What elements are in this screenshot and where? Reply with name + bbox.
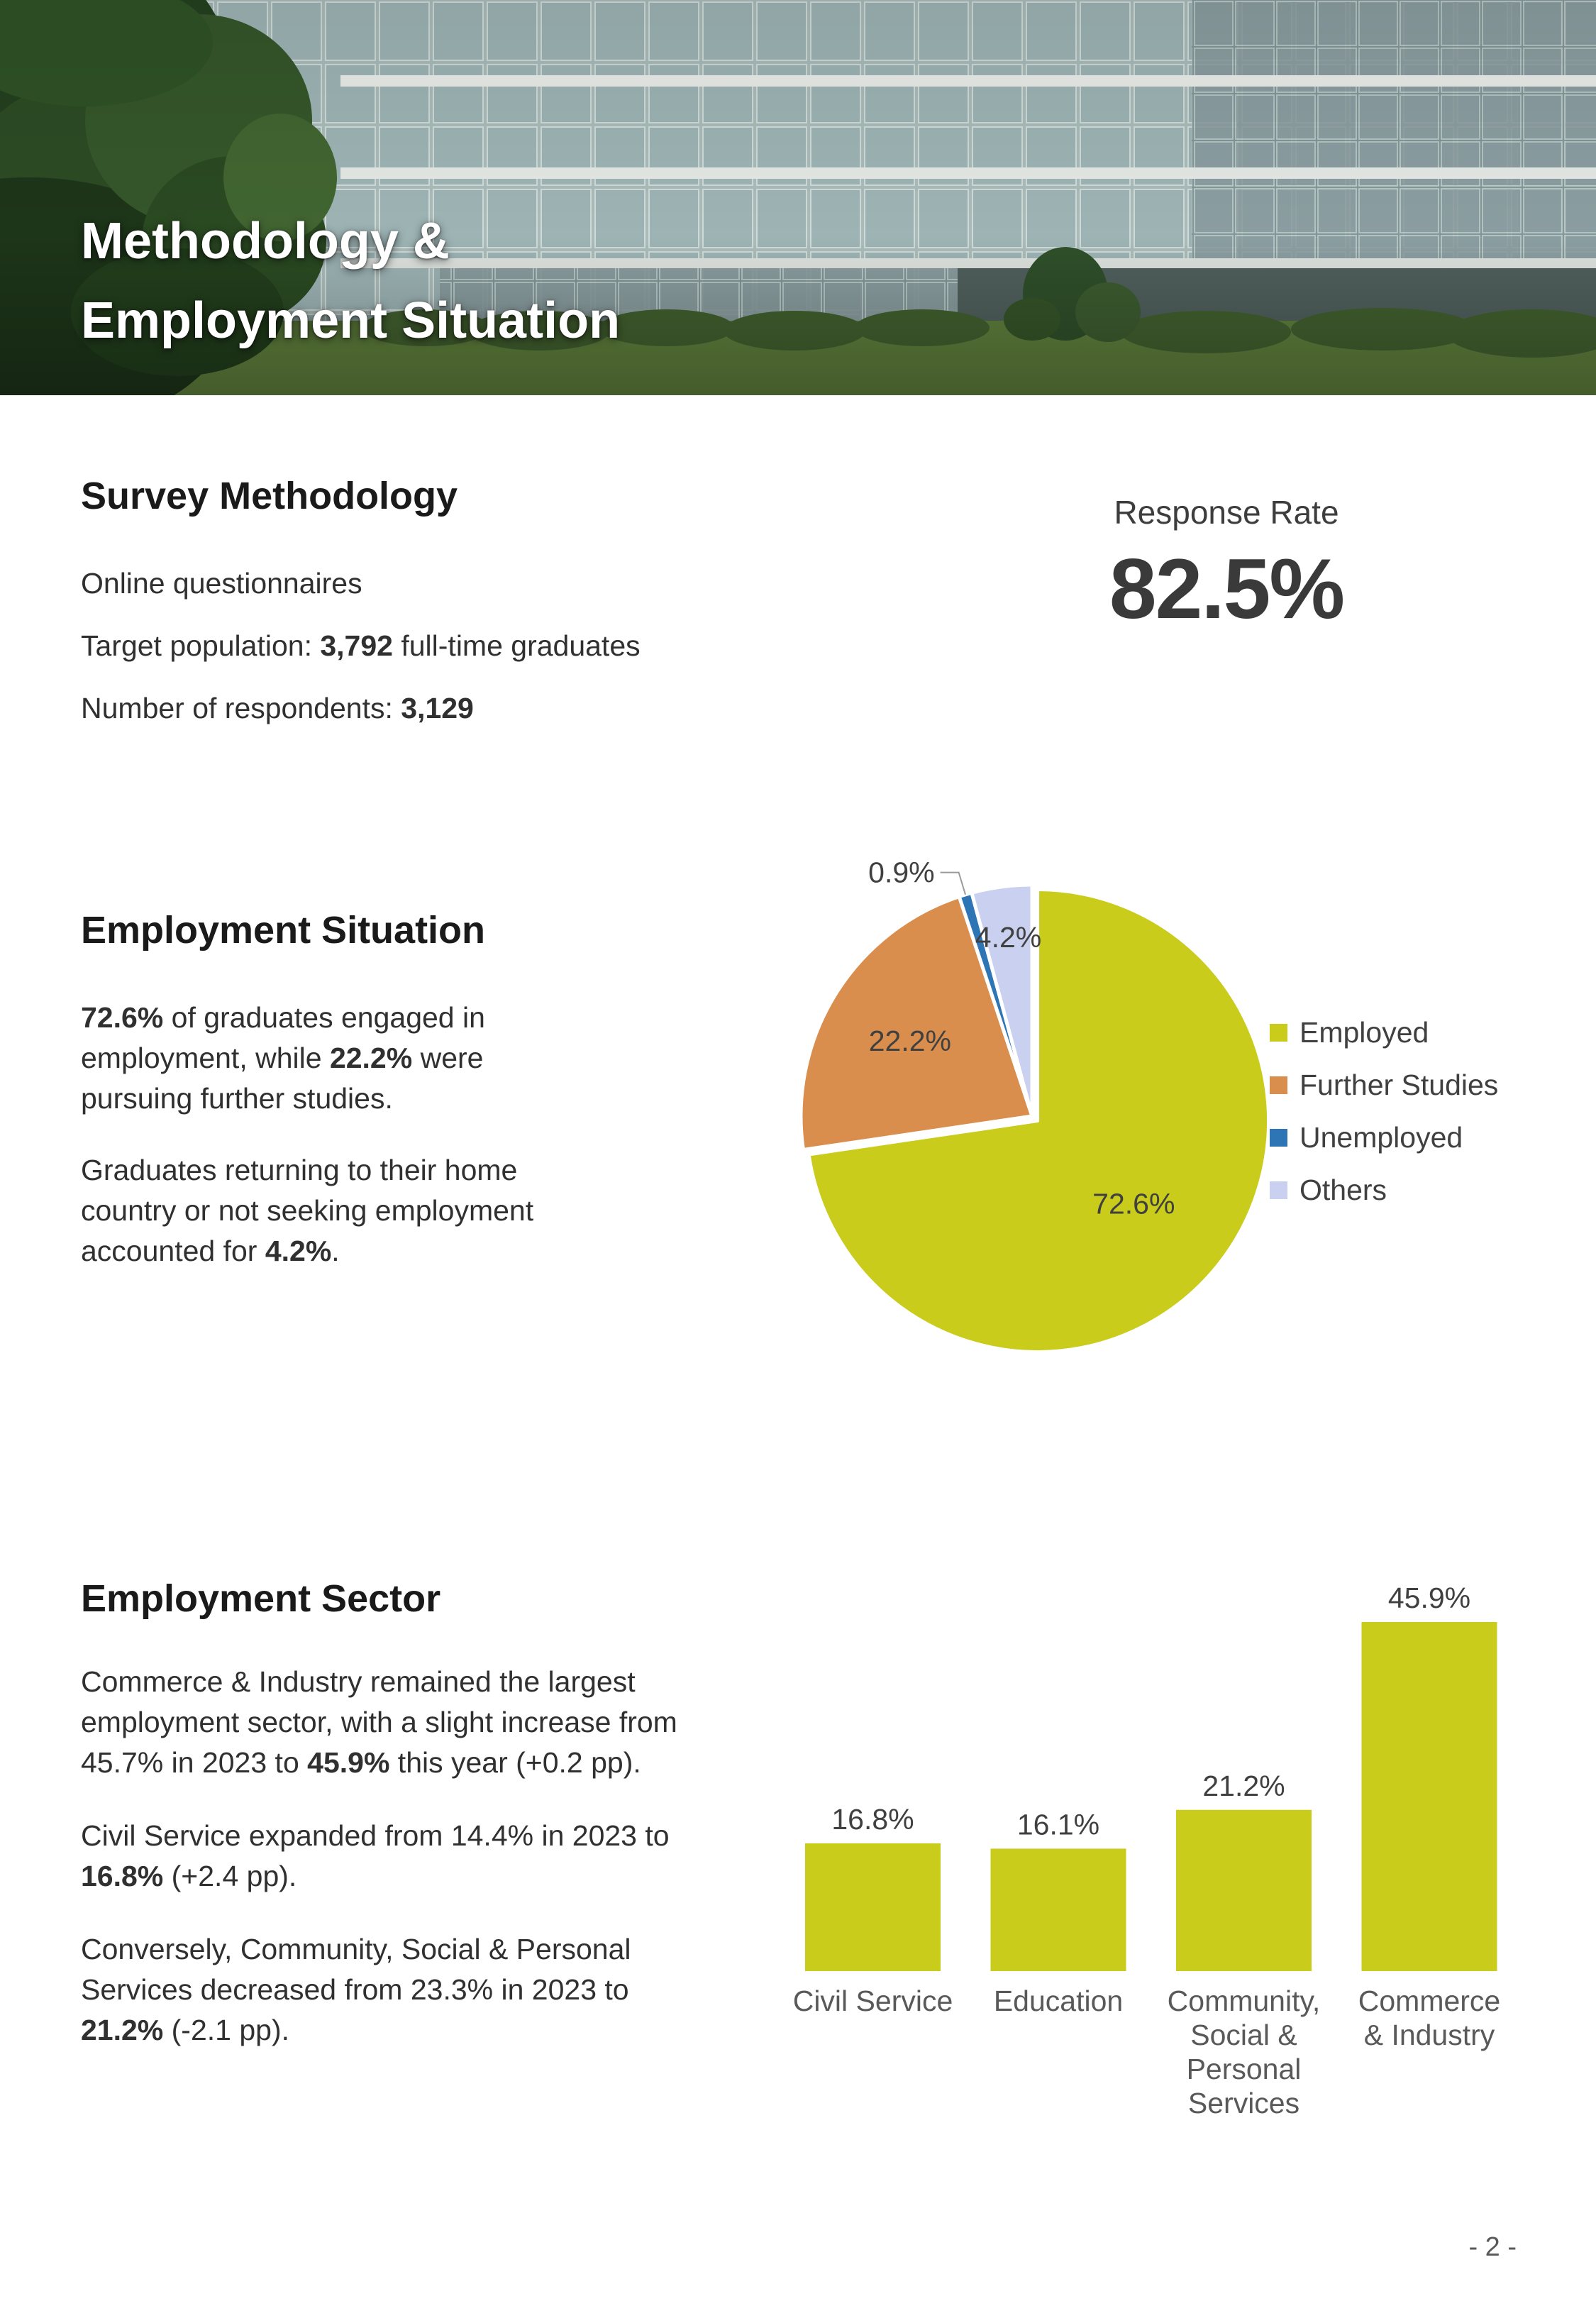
survey-methodology-section bbox=[81, 474, 897, 751]
response-rate-label: Response Rate bbox=[1114, 494, 1339, 531]
bar-value-label: 16.1% bbox=[1016, 1808, 1100, 1841]
bar-category-label: Community, bbox=[1167, 1985, 1321, 2017]
page-title-line2: Employment Situation bbox=[81, 292, 621, 349]
response-rate-block bbox=[1014, 493, 1439, 638]
page-title bbox=[81, 202, 620, 360]
employment-sector-para-3: Conversely, Community, Social & Personal Services decreased from 23.3% in 2023 to 21.2% (-2.1 pp). bbox=[81, 1933, 631, 2046]
pie-label-leader-line bbox=[941, 873, 965, 895]
bar-civil-service bbox=[805, 1843, 941, 1971]
bar-category-label: Personal bbox=[1186, 2053, 1302, 2085]
employment-situation-section bbox=[81, 908, 599, 1303]
survey-methodology-heading: Survey Methodology bbox=[81, 475, 458, 517]
bar-category-label: Education bbox=[993, 1985, 1124, 2017]
pie-chart-legend bbox=[1270, 1017, 1498, 1206]
legend-item-employed bbox=[1270, 1017, 1498, 1048]
legend-swatch-unemployed bbox=[1270, 1129, 1287, 1147]
survey-line-2: Target population: 3,792 full-time graduates bbox=[81, 629, 641, 662]
legend-label-further-studies: Further Studies bbox=[1299, 1068, 1499, 1101]
bar-category-label: & Industry bbox=[1363, 2019, 1495, 2051]
employment-situation-heading: Employment Situation bbox=[81, 909, 486, 951]
legend-label-unemployed: Unemployed bbox=[1299, 1120, 1463, 1154]
bar-category-label: Commerce bbox=[1358, 1985, 1501, 2017]
survey-line-1: Online questionnaires bbox=[81, 567, 362, 600]
pie-value-label-others: 4.2% bbox=[975, 920, 1042, 954]
legend-swatch-employed bbox=[1270, 1024, 1287, 1042]
bar-commerce bbox=[1362, 1622, 1497, 1971]
bar-community bbox=[1176, 1810, 1312, 1971]
pie-value-label-unemployed: 0.9% bbox=[868, 859, 935, 889]
bar-education bbox=[991, 1848, 1126, 1971]
bar-value-label: 16.8% bbox=[831, 1802, 914, 1836]
employment-sector-bar-chart bbox=[780, 1561, 1532, 2143]
legend-item-unemployed bbox=[1270, 1122, 1498, 1153]
bar-category-label: Social & bbox=[1190, 2019, 1297, 2051]
bar-category-label: Services bbox=[1187, 2087, 1300, 2119]
legend-swatch-further-studies bbox=[1270, 1076, 1287, 1094]
bar-value-label: 21.2% bbox=[1202, 1769, 1285, 1802]
pie-value-label-employed: 72.6% bbox=[1092, 1187, 1175, 1220]
legend-swatch-others bbox=[1270, 1181, 1287, 1199]
legend-label-others: Others bbox=[1299, 1173, 1387, 1206]
employment-sector-para-2: Civil Service expanded from 14.4% in 2023 to 16.8% (+2.4 pp). bbox=[81, 1819, 670, 1892]
legend-label-employed: Employed bbox=[1299, 1015, 1429, 1049]
page-title-line1: Methodology & bbox=[81, 213, 450, 270]
header-banner bbox=[0, 0, 1596, 395]
pie-value-label-further-studies: 22.2% bbox=[868, 1025, 952, 1058]
page-number: - 2 - bbox=[1468, 2232, 1517, 2262]
survey-line-3: Number of respondents: 3,129 bbox=[81, 692, 474, 724]
employment-sector-heading: Employment Sector bbox=[81, 1577, 441, 1620]
bar-chart-svg bbox=[780, 1561, 1532, 2143]
employment-sector-para-1: Commerce & Industry remained the largest employment sector, with a slight increase from 45.7% in 2023 to 45.9% this year (+0.2 pp). bbox=[81, 1665, 677, 1779]
bar-value-label: 45.9% bbox=[1387, 1582, 1471, 1614]
legend-item-others bbox=[1270, 1174, 1498, 1206]
legend-item-further-studies bbox=[1270, 1069, 1498, 1100]
response-rate-value: 82.5% bbox=[1109, 541, 1344, 636]
employment-sector-section bbox=[81, 1577, 692, 2083]
employment-situation-para-1: 72.6% of graduates engaged in employment, while 22.2% were pursuing further studies. bbox=[81, 1001, 485, 1115]
bar-category-label: Civil Service bbox=[792, 1985, 953, 2017]
employment-situation-para-2: Graduates returning to their home country or not seeking employment accounted for 4.2%. bbox=[81, 1154, 534, 1267]
